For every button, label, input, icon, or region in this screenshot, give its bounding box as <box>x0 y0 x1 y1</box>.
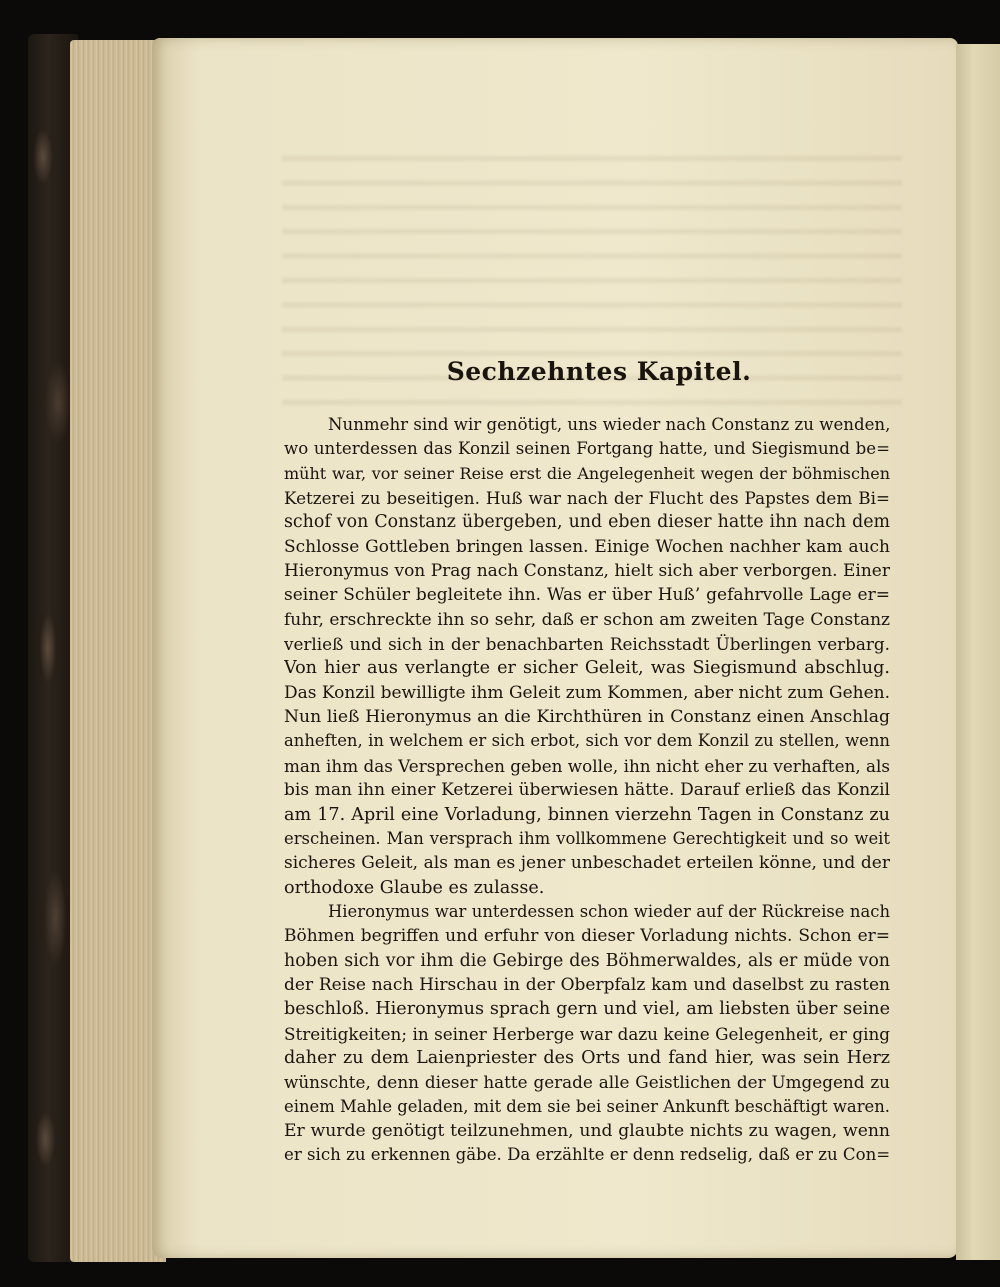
text-line: Er wurde genötigt teilzunehmen, und glaubte nichts zu wagen, wenn <box>284 1120 890 1141</box>
text-line: Hieronymus war unterdessen schon wieder auf der Rückreise nach <box>328 901 890 921</box>
paragraph-1 <box>284 413 890 900</box>
text-line: erscheinen. Man versprach ihm vollkommene Gerechtigkeit und so weit <box>284 828 890 848</box>
text-line: am 17. April eine Vorladung, binnen vierzehn Tagen in Constanz zu <box>284 804 890 825</box>
text-line: schof von Constanz übergeben, und eben dieser hatte ihn nach dem <box>284 512 890 533</box>
text-line: sicheres Geleit, als man es jener unbeschadet erteilen könne, und der <box>284 853 890 874</box>
text-line: Nun ließ Hieronymus an die Kirchthüren in Constanz einen Anschlag <box>284 707 890 728</box>
text-line: verließ und sich in der benachbarten Reichsstadt Überlingen verbarg. <box>284 634 890 655</box>
text-line: daher zu dem Laienpriester des Orts und fand hier, was sein Herz <box>284 1047 890 1068</box>
text-line: Hieronymus von Prag nach Constanz, hielt sich aber verborgen. Einer <box>284 561 890 582</box>
text-line: Streitigkeiten; in seiner Herberge war dazu keine Gelegenheit, er ging <box>284 1023 890 1044</box>
text-line: Nunmehr sind wir genötigt, uns wieder nach Constanz zu wenden, <box>328 415 890 434</box>
page-text <box>284 355 890 1168</box>
text-line: einem Mahle geladen, mit dem sie bei seiner Ankunft beschäftigt waren. <box>284 1096 890 1116</box>
text-line: orthodoxe Glaube es zulasse. <box>284 877 545 898</box>
text-line: er sich zu erkennen gäbe. Da erzählte er denn redselig, daß er zu Con= <box>284 1145 890 1165</box>
text-line: man ihm das Versprechen geben wolle, ihn nicht eher zu verhaften, als <box>284 755 890 776</box>
paragraph-2 <box>284 900 890 1168</box>
text-line: bis man ihn einer Ketzerei überwiesen hätte. Darauf erließ das Konzil <box>284 780 890 801</box>
next-page-edge <box>956 44 1000 1260</box>
text-line: anheften, in welchem er sich erbot, sich vor dem Konzil zu stellen, wenn <box>284 731 890 751</box>
text-line: Böhmen begriffen und erfuhr von dieser Vorladung nichts. Schon er= <box>284 926 890 947</box>
text-line: der Reise nach Hirschau in der Oberpfalz kam und daselbst zu rasten <box>284 974 890 995</box>
text-line: Das Konzil bewilligte ihm Geleit zum Kommen, aber nicht zum Gehen. <box>284 682 890 703</box>
text-line: Von hier aus verlangte er sicher Geleit, was Siegismund abschlug. <box>284 658 890 679</box>
text-line: Ketzerei zu beseitigen. Huß war nach der Flucht des Papstes dem Bi= <box>284 488 890 509</box>
text-line: hoben sich vor ihm die Gebirge des Böhmerwaldes, als er müde von <box>284 950 890 971</box>
text-line: seiner Schüler begleitete ihn. Was er über Huß’ gefahrvolle Lage er= <box>284 585 890 606</box>
text-line: Schlosse Gottleben bringen lassen. Einige Wochen nachher kam auch <box>284 536 890 557</box>
text-line: fuhr, erschreckte ihn so sehr, daß er schon am zweiten Tage Constanz <box>284 609 890 630</box>
chapter-title: Sechzehntes Kapitel. <box>446 357 752 386</box>
text-line: wo unterdessen das Konzil seinen Fortgang hatte, und Siegismund be= <box>284 439 890 459</box>
text-line: müht war, vor seiner Reise erst die Angelegenheit wegen der böhmischen <box>284 463 890 483</box>
text-line: wünschte, denn dieser hatte gerade alle Geistlichen der Umgegend zu <box>284 1072 890 1093</box>
text-line: beschloß. Hieronymus sprach gern und viel, am liebsten über seine <box>284 999 890 1020</box>
